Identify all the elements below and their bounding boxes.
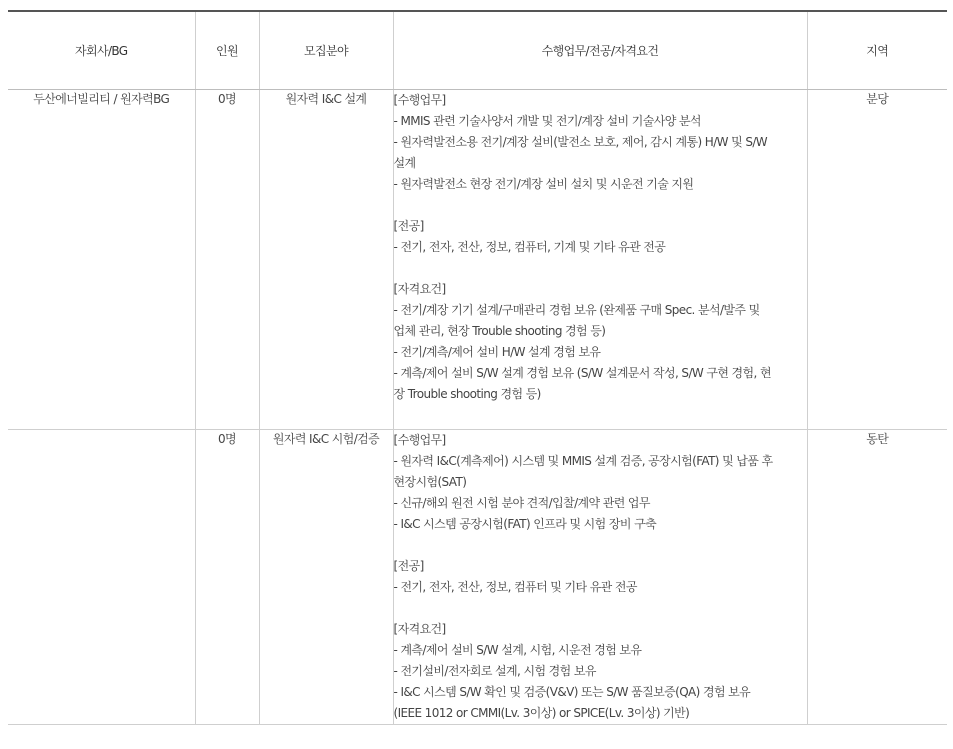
- duty-line: 설계: [393, 156, 416, 170]
- section-title: [전공]: [393, 219, 424, 233]
- duty-line: - I&C 시스템 공장시험(FAT) 인프라 및 시험 장비 구축: [393, 517, 657, 531]
- section-title: [전공]: [393, 559, 424, 573]
- section-title: [자격요건]: [393, 622, 446, 636]
- duties-cell: [393, 90, 807, 430]
- table-row: [8, 430, 947, 725]
- headcount: 0명: [195, 90, 259, 430]
- table-header-row: [8, 11, 947, 90]
- header-count: 인원: [195, 11, 259, 90]
- company-name: 두산에너빌리티 / 원자력BG: [8, 90, 195, 430]
- requirement-line: 업체 관리, 현장 Trouble shooting 경험 등): [393, 324, 606, 338]
- duty-line: - MMIS 관련 기술사양서 개발 및 전기/계장 설비 기술사양 분석: [393, 114, 701, 128]
- region: 동탄: [807, 430, 947, 725]
- section-title: [수행업무]: [393, 93, 446, 107]
- requirement-line: - 전기/계측/제어 설비 H/W 설계 경험 보유: [393, 345, 601, 359]
- section-title: [수행업무]: [393, 433, 446, 447]
- company-empty-cell: [8, 430, 195, 725]
- requirement-line: (IEEE 1012 or CMMI(Lv. 3이상) or SPICE(Lv. 3이상) 기반): [393, 706, 690, 720]
- requirement-line: - I&C 시스템 S/W 확인 및 검증(V&V) 또는 S/W 품질보증(QA) 경험 보유: [393, 685, 751, 699]
- table-row: [8, 90, 947, 430]
- requirement-line: - 계측/제어 설비 S/W 설계 경험 보유 (S/W 설계문서 작성, S/W 구현 경험, 현: [393, 366, 771, 380]
- requirement-line: 장 Trouble shooting 경험 등): [393, 387, 541, 401]
- header-company: 자회사/BG: [8, 11, 195, 90]
- header-field: 모집분야: [259, 11, 393, 90]
- duty-line: 현장시험(SAT): [393, 475, 467, 489]
- recruit-field: 원자력 I&C 설계: [259, 90, 393, 430]
- header-region: 지역: [807, 11, 947, 90]
- recruit-field: 원자력 I&C 시험/검증: [259, 430, 393, 725]
- recruitment-table: [8, 10, 947, 725]
- duty-line: - 원자력발전소용 전기/계장 설비(발전소 보호, 제어, 감시 계통) H/W 및 S/W: [393, 135, 768, 149]
- headcount: 0명: [195, 430, 259, 725]
- major-line: - 전기, 전자, 전산, 정보, 컴퓨터, 기계 및 기타 유관 전공: [393, 240, 666, 254]
- duty-line: - 원자력 I&C(계측제어) 시스템 및 MMIS 설계 검증, 공장시험(FAT) 및 납품 후: [393, 454, 773, 468]
- header-duties: 수행업무/전공/자격요건: [393, 11, 807, 90]
- section-title: [자격요건]: [393, 282, 446, 296]
- major-line: - 전기, 전자, 전산, 정보, 컴퓨터 및 기타 유관 전공: [393, 580, 637, 594]
- requirement-line: - 전기/계장 기기 설계/구매관리 경험 보유 (완제품 구매 Spec. 분석/발주 및: [393, 303, 760, 317]
- duty-line: - 원자력발전소 현장 전기/계장 설비 설치 및 시운전 기술 지원: [393, 177, 694, 191]
- duty-line: - 신규/해외 원전 시험 분야 견적/입찰/계약 관련 업무: [393, 496, 650, 510]
- requirement-line: - 계측/제어 설비 S/W 설계, 시험, 시운전 경험 보유: [393, 643, 642, 657]
- requirement-line: - 전기설비/전자회로 설계, 시험 경험 보유: [393, 664, 596, 678]
- duties-cell: [393, 430, 807, 725]
- region: 분당: [807, 90, 947, 430]
